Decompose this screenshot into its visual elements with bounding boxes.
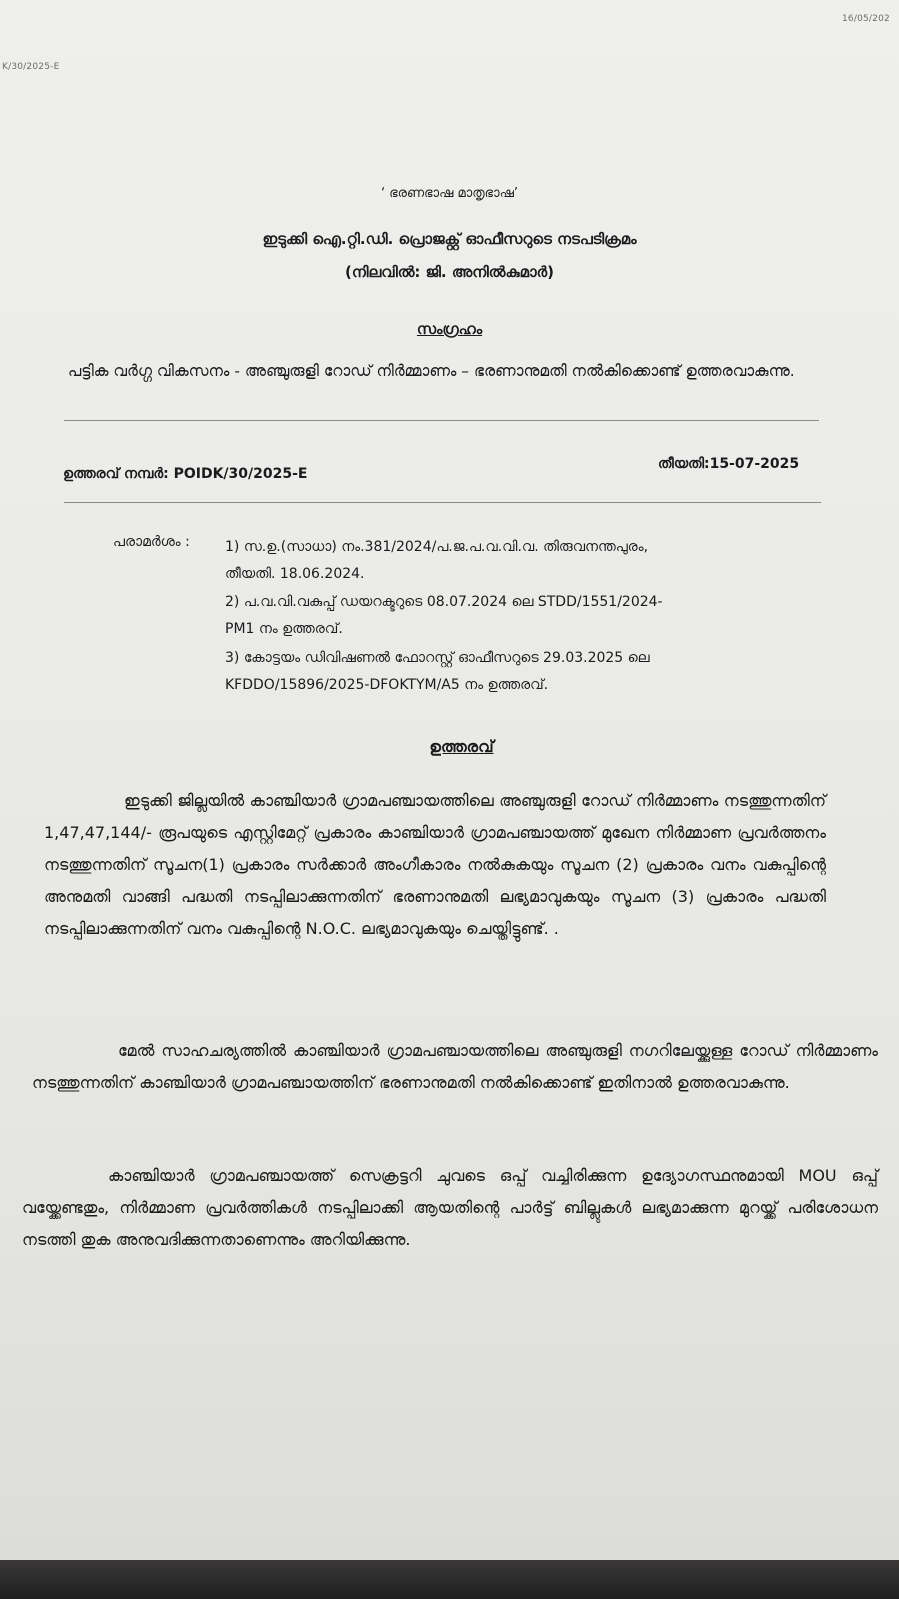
subject-text: പട്ടിക വർഗ്ഗ വികസനം - അഞ്ചുരുളി റോഡ് നിർമ്മാണം – ഭരണാനുമതി നൽകിക്കൊണ്ട് ഉത്തരവാകുന്നു.	[68, 362, 795, 380]
summary-heading: സംഗ്രഹം	[416, 320, 483, 338]
divider	[64, 502, 821, 503]
reference-item	[225, 645, 815, 699]
order-paragraph: മേൽ സാഹചര്യത്തിൽ കാഞ്ചിയാർ ഗ്രാമപഞ്ചായത്തിലെ അഞ്ചുരുളി നഗറിലേയ്ക്കുള്ള റോഡ് നിർമ്മാണം നടത്തുന്നതിന് കാഞ്ചിയാർ ഗ്രാമപഞ്ചായത്തിന് ഭരണാനുമതി നൽകിക്കൊണ്ട് ഇതിനാൽ ഉത്തരവാകുന്നു.	[32, 1041, 878, 1092]
reference-line: 1) സ.ഉ.(സാധാ) നം.381/2024/പ.ജ.പ.വ.വി.വ. തിരുവനന്തപുരം,	[225, 539, 649, 555]
motto: ‘ ഭരണഭാഷ മാതൃഭാഷ’	[380, 186, 519, 201]
references-label: പരാമർശം :	[113, 534, 190, 550]
reference-line: 3) കോട്ടയം ഡിവിഷണൽ ഫോറസ്റ്റ് ഓഫീസറുടെ 29.03.2025 ലെ	[225, 650, 650, 666]
divider	[64, 420, 819, 421]
officer-name: (നിലവിൽ: ജി. അനിൽകുമാർ)	[345, 263, 554, 281]
order-paragraph: കാഞ്ചിയാർ ഗ്രാമപഞ്ചായത്ത് സെക്രട്ടറി ചുവടെ ഒപ്പ് വച്ചിരിക്കുന്ന ഉദ്യോഗസ്ഥനുമായി MOU ഒപ്പ് വയ്ക്കേണ്ടതും, നിർമ്മാണ പ്രവർത്തികൾ നടപ്പിലാക്കി ആയതിന്റെ പാർട്ട് ബില്ലുകൾ ലഭ്യമാക്കുന്ന മുറയ്ക്ക് പരിശോധന നടത്തി തുക അനുവദിക്കുന്നതാണെന്നും അറിയിക്കുന്നു.	[22, 1166, 878, 1249]
background-surface	[0, 1560, 899, 1599]
file-reference-right: 16/05/202	[842, 14, 890, 24]
order-heading: ഉത്തരവ്	[429, 737, 494, 756]
order-date: തീയതി:15-07-2025	[658, 456, 800, 472]
reference-line: 2) പ.വ.വി.വകുപ്പ് ഡയറക്ടറുടെ 08.07.2024 ലെ STDD/1551/2024-	[225, 594, 663, 610]
reference-line: PM1 നം ഉത്തരവ്.	[225, 621, 343, 637]
order-paragraph: ഇടുക്കി ജില്ലയിൽ കാഞ്ചിയാർ ഗ്രാമപഞ്ചായത്തിലെ അഞ്ചുരുളി റോഡ് നിർമ്മാണം നടത്തുന്നതിന് 1,47,47,144/- രൂപയുടെ എസ്റ്റിമേറ്റ് പ്രകാരം കാഞ്ചിയാർ ഗ്രാമപഞ്ചായത്ത് മുഖേന നിർമ്മാണ പ്രവർത്തനം നടത്തുന്നതിന് സൂചന(1) പ്രകാരം സർക്കാർ അംഗീകാരം നൽകുകയും സൂചന (2) പ്രകാരം വനം വകുപ്പിന്റെ അനുമതി വാങ്ങി പദ്ധതി നടപ്പിലാക്കുന്നതിന് ഭരണാനുമതി ലഭ്യമാവുകയും സൂചന (3) പ്രകാരം പദ്ധതി നടപ്പിലാക്കുന്നതിന് വനം വകുപ്പിന്റെ N.O.C. ലഭ്യമാവുകയും ചെയ്തിട്ടുണ്ട്. .	[44, 791, 826, 938]
reference-item	[225, 589, 815, 643]
reference-line: KFDDO/15896/2025-DFOKTYM/A5 നം ഉത്തരവ്.	[225, 677, 549, 693]
reference-line: തീയതി. 18.06.2024.	[225, 566, 365, 582]
order-number: ഉത്തരവ് നമ്പർ: POIDK/30/2025-E	[63, 466, 308, 482]
office-title: ഇടുക്കി ഐ.റ്റി.ഡി. പ്രൊജക്റ്റ് ഓഫീസറുടെ നടപടിക്രമം	[262, 230, 637, 248]
reference-item	[225, 534, 815, 588]
file-reference-left: K/30/2025-E	[2, 62, 60, 72]
